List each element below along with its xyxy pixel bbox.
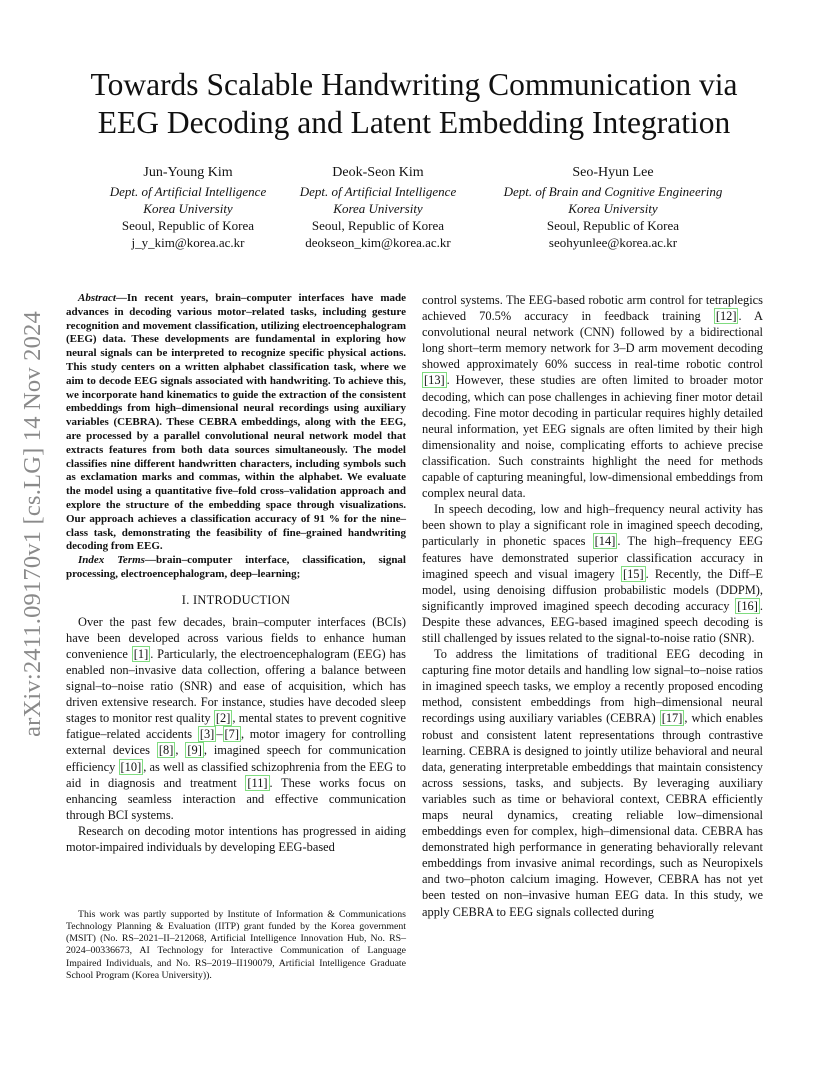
author-city: Seoul, Republic of Korea	[121, 218, 255, 233]
author-email: seohyunlee@korea.ac.kr	[548, 235, 678, 250]
author-university: Korea University	[143, 201, 233, 216]
author-dept: Dept. of Artificial Intelligence	[299, 184, 457, 199]
intro-paragraph-2: Research on decoding motor intentions has progressed in aiding motor-impaired individuals by developing EEG-based	[66, 823, 406, 855]
index-terms-lead: Index Terms	[78, 554, 145, 567]
abstract	[66, 292, 406, 554]
author-university: Korea University	[333, 201, 423, 216]
citation-link[interactable]: [9]	[187, 743, 202, 758]
author-university: Korea University	[568, 201, 658, 216]
author-name: Deok-Seon Kim	[332, 165, 424, 180]
author-dept: Dept. of Artificial Intelligence	[109, 184, 267, 199]
citation-link[interactable]: [13]	[424, 373, 445, 388]
citation-link[interactable]: [7]	[224, 727, 239, 742]
citation-link[interactable]: [16]	[737, 598, 758, 613]
index-terms-text: —brain–computer interface, classification, signal processing, electroencephalogram, deep–learning;	[66, 554, 406, 580]
citation-link[interactable]: [3]	[199, 727, 215, 742]
author-block-1	[98, 163, 278, 251]
arxiv-identifier-text: arXiv:2411.09170v1 [cs.LG] 14 Nov 2024	[19, 311, 47, 737]
author-block-3	[488, 163, 738, 251]
author-email: deokseon_kim@korea.ac.kr	[305, 235, 451, 250]
right-paragraph-3: To address the limitations of traditional EEG decoding in capturing fine motor details and handling low signal–to–noise ratios in imagined speech tasks, we employ a recently proposed encoding method, consistent embeddings from high–dimensional neural recordings using auxiliary variables (CEBRA) [17] , which enables robust and consistent latent representations through contrastive learning. CEBRA is designed to jointly utilize behavioral and neural data, generating interpretable embeddings that maintain consistency across sessions, tasks, and subjects. By leveraging auxiliary variables such as time or behavioral context, CEBRA efficiently maps neural dynamics, creating reliable low–dimensional embeddings even for complex, high–dimensional data. CEBRA has demonstrated high performance in generating behaviorally relevant embeddings from invasive animal recordings, such as Neuropixels and two–photon calcium imaging. However, CEBRA has not yet been tested on non–invasive human EEG data. In this study, we apply CEBRA to EEG signals collected during	[422, 647, 763, 919]
paper-title	[60, 66, 768, 142]
author-dept: Dept. of Brain and Cognitive Engineering	[503, 184, 723, 199]
index-terms	[66, 554, 406, 582]
funding-footnote: This work was partly supported by Institute of Information & Communications Technology Planning & Evaluation (IITP) grant funded by the Korea government (MSIT) (No. RS–2021–II–212068, Artificial Intelligence Innovation Hub, No. RS–2024–00336673, AI Technology for Interactive Communication of Language Impaired Individuals, and No. RS–2019–II190079, Artificial Intelligence Graduate School Program (Korea University)).	[66, 908, 406, 981]
citation-link[interactable]: [11]	[247, 775, 268, 790]
author-block-2	[288, 163, 468, 251]
title-line-1: Towards Scalable Handwriting Communication via	[90, 67, 738, 102]
author-email: j_y_kim@korea.ac.kr	[131, 235, 245, 250]
citation-link[interactable]: [2]	[215, 711, 231, 726]
citation-link[interactable]: [14]	[594, 534, 616, 549]
author-name: Jun-Young Kim	[143, 165, 233, 180]
arxiv-identifier	[18, 284, 48, 764]
left-column	[66, 292, 406, 855]
author-city: Seoul, Republic of Korea	[546, 218, 680, 233]
author-city: Seoul, Republic of Korea	[311, 218, 445, 233]
intro-paragraph-1: Over the past few decades, brain–computer interfaces (BCIs) have been developed across various fields to enhance human convenience [1] . Particularly, the electroencephalogram (EEG) has enabled non–invasive data collection, offering a balance between signal–to–noise ratio (SNR) and ease of acquisition, which has driven extensive research. For instance, studies have decoded sleep stages to monitor rest quality [2] , mental states to prevent cognitive fatigue–related accidents [3] – [7] , motor imagery for controlling external devices [8] , [9] , imagined speech for communication efficiency [10] , as well as classified schizophrenia from the EEG to aid in diagnosis and treatment [11] . These works focus on enhancing seamless interaction and effective communication through BCI systems.	[66, 614, 407, 822]
citation-link[interactable]: [1]	[133, 646, 149, 661]
title-line-2: EEG Decoding and Latent Embedding Integration	[97, 105, 731, 140]
citation-link[interactable]: [10]	[120, 759, 142, 774]
citation-link[interactable]: [8]	[158, 743, 174, 758]
right-column	[422, 292, 763, 920]
right-paragraph-2: In speech decoding, low and high–frequency neural activity has been shown to play a significant role in imagined speech decoding, particularly in phonetic spaces [14] . The high–frequency EEG features have demonstrated superior classification accuracy in imagined speech and visual imagery [15] . Recently, the Diff–E model, using denoising diffusion probabilistic models (DDPM), significantly improved imagined speech decoding accuracy [16] . Despite these advances, EEG-based imagined speech decoding is still challenged by issues related to the signal-to-noise ratio (SNR).	[422, 502, 763, 645]
citation-link[interactable]: [15]	[622, 566, 644, 581]
author-name: Seo-Hyun Lee	[572, 165, 654, 180]
citation-link[interactable]: [17]	[661, 711, 683, 726]
abstract-lead: Abstract	[78, 292, 116, 304]
right-paragraph-1: control systems. The EEG-based robotic arm control for tetraplegics achieved 70.5% accuracy in feedback training [12] . A convolutional neural network (CNN) followed by a bidirectional long short–term memory network for 3–D arm movement decoding showed approximately 60% success in real-time robotic control [13] . However, these studies are often limited to broader motor decoding, which can pose challenges in achieving finer motor detail decoding. Fine motor decoding in particular requires highly detailed neural information, yet EEG signals are often limited by their high dimensionality and noise, complicating efforts to achieve precise classification. Such constraints highlight the need for methods capable of capturing meaningful, low-dimensional embeddings from complex neural data.	[422, 293, 763, 501]
citation-link[interactable]: [12]	[715, 309, 737, 324]
section-heading-introduction: I. INTRODUCTION	[181, 592, 291, 607]
abstract-text: —In recent years, brain–computer interfaces have made advances in decoding various motor–related tasks, including gesture recognition and movement classification, utilizing electroencephalogram (EEG) data. These developments are fundamental in exploring how neural signals can be interpreted to recognize specific physical actions. This study centers on a written alphabet classification task, where we aim to decode EEG signals associated with handwriting. To achieve this, we incorporate hand kinematics to guide the extraction of the consistent embeddings from high–dimensional neural recordings using auxiliary variables (CEBRA). These CEBRA embeddings, along with the EEG, are processed by a parallel convolutional neural network model that extracts features from both data sources simultaneously. The model classifies nine different handwritten characters, including symbols such as exclamation marks and commas, within the alphabet. We evaluate the model using a quantitative five–fold cross–validation approach and explore the structure of the embedding space through visualizations. Our approach achieves a classification accuracy of 91 % for the nine–class task, demonstrating the feasibility of fine–grained handwriting decoding from EEG.	[66, 292, 406, 553]
